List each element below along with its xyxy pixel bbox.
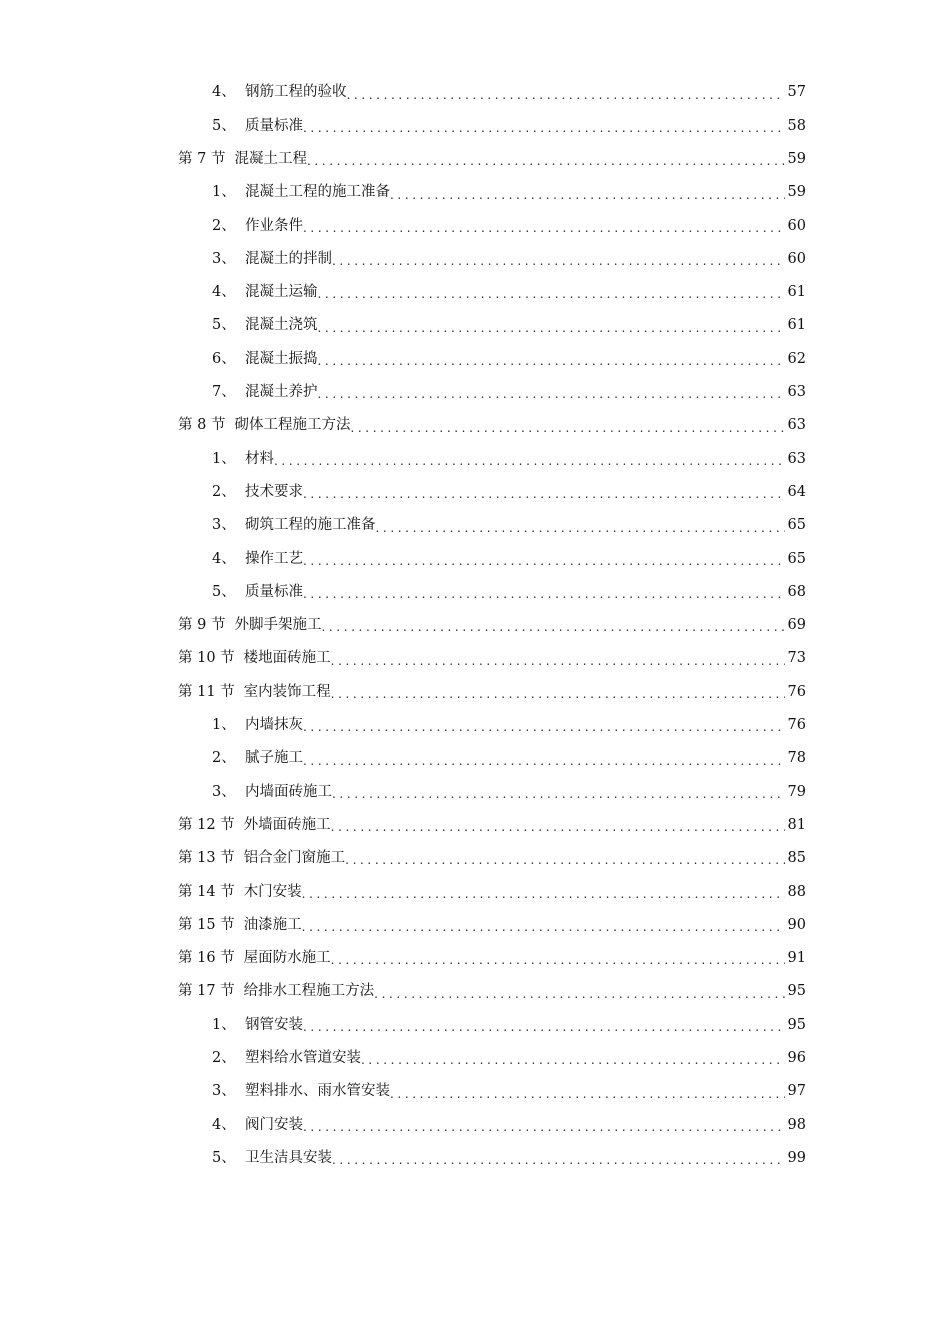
toc-entry-number: 2、 (212, 750, 236, 767)
dot-leader (332, 255, 785, 267)
toc-entry-title: 给排水工程施工方法 (243, 983, 375, 1000)
toc-page-number: 79 (787, 783, 806, 800)
dot-leader (374, 988, 784, 1000)
toc-subsection-entry[interactable] (178, 309, 806, 342)
toc-section-entry[interactable] (178, 908, 806, 941)
toc-entry-number: 3、 (212, 783, 236, 800)
toc-entry-title: 塑料排水、雨水管安装 (245, 1083, 390, 1100)
dot-leader (318, 388, 785, 400)
toc-subsection-entry[interactable] (178, 1075, 806, 1108)
dot-leader (303, 721, 785, 733)
toc-entry-number: 6、 (212, 350, 236, 367)
toc-section-entry[interactable] (178, 609, 806, 642)
toc-subsection-entry[interactable] (178, 342, 806, 375)
toc-section-entry[interactable] (178, 975, 806, 1008)
toc-entry-number: 1、 (212, 1016, 236, 1033)
toc-entry-number: 7、 (212, 384, 236, 401)
toc-subsection-entry[interactable] (178, 442, 806, 475)
toc-entry-title: 混凝土运输 (245, 284, 318, 301)
dot-leader (361, 1054, 785, 1066)
toc-entry-title: 塑料给水管道安装 (245, 1050, 361, 1066)
toc-entry-title: 质量标准 (245, 117, 303, 134)
dot-leader (303, 755, 785, 767)
toc-page-number: 91 (787, 950, 806, 967)
toc-section-entry[interactable] (178, 875, 806, 908)
dot-leader (331, 655, 785, 667)
toc-entry-number: 4、 (212, 1116, 236, 1133)
dot-leader (347, 89, 785, 101)
toc-subsection-entry[interactable] (178, 1108, 806, 1141)
toc-entry-number: 1、 (212, 450, 236, 467)
toc-entry-title: 技术要求 (245, 483, 303, 500)
toc-page-number: 78 (787, 750, 806, 767)
toc-entry-number: 第 14 节 (178, 883, 235, 900)
toc-entry-number: 5、 (212, 117, 236, 134)
toc-subsection-entry[interactable] (178, 1008, 806, 1041)
dot-leader (321, 621, 784, 633)
toc-page-number: 95 (787, 1016, 806, 1033)
toc-entry-number: 3、 (212, 517, 236, 534)
toc-subsection-entry[interactable] (178, 176, 806, 209)
dot-leader (331, 688, 785, 700)
toc-entry-number: 2、 (212, 483, 236, 500)
toc-page-number: 58 (787, 117, 806, 134)
dot-leader (331, 954, 785, 966)
toc-page-number: 76 (787, 683, 806, 700)
toc-section-entry[interactable] (178, 409, 806, 442)
toc-page-number: 59 (787, 184, 806, 201)
toc-entry-number: 3、 (212, 1083, 236, 1100)
toc-entry-number: 5、 (212, 583, 236, 600)
dot-leader (332, 1154, 785, 1166)
table-of-contents (178, 76, 806, 1175)
toc-entry-title: 室内装饰工程 (243, 683, 331, 700)
toc-subsection-entry[interactable] (178, 1142, 806, 1175)
toc-page-number: 65 (787, 550, 806, 567)
toc-entry-number: 第 13 节 (178, 850, 235, 867)
toc-subsection-entry[interactable] (178, 1042, 806, 1075)
toc-entry-title: 楼地面砖施工 (243, 650, 331, 667)
dot-leader (303, 122, 785, 134)
toc-page-number: 62 (787, 350, 806, 367)
dot-leader (318, 355, 785, 367)
toc-subsection-entry[interactable] (178, 575, 806, 608)
toc-page-number: 88 (787, 883, 806, 900)
dot-leader (303, 222, 785, 234)
toc-section-entry[interactable] (178, 143, 806, 176)
toc-page-number: 61 (787, 317, 806, 334)
toc-entry-number: 第 17 节 (178, 983, 235, 1000)
toc-entry-title: 混凝土浇筑 (245, 317, 318, 334)
toc-entry-title: 砌筑工程的施工准备 (245, 517, 376, 534)
toc-page-number: 61 (787, 284, 806, 301)
toc-entry-number: 1、 (212, 717, 236, 734)
toc-page-number: 90 (787, 916, 806, 933)
toc-entry-number: 4、 (212, 84, 236, 101)
toc-entry-number: 4、 (212, 550, 236, 567)
toc-page-number: 57 (787, 84, 806, 101)
dot-leader (332, 788, 785, 800)
toc-page-number: 65 (787, 517, 806, 534)
toc-entry-number: 第 7 节 (178, 150, 226, 167)
toc-section-entry[interactable] (178, 809, 806, 842)
toc-subsection-entry[interactable] (178, 742, 806, 775)
dot-leader (307, 155, 785, 167)
toc-page-number: 59 (787, 150, 806, 167)
toc-subsection-entry[interactable] (178, 709, 806, 742)
toc-entry-number: 4、 (212, 284, 236, 301)
toc-subsection-entry[interactable] (178, 242, 806, 275)
toc-entry-title: 混凝土振捣 (245, 350, 318, 367)
toc-entry-title: 内墙面砖施工 (245, 783, 332, 800)
toc-subsection-entry[interactable] (178, 109, 806, 142)
toc-page-number: 73 (787, 650, 806, 667)
toc-subsection-entry[interactable] (178, 542, 806, 575)
toc-entry-title: 屋面防水施工 (243, 950, 331, 967)
toc-page-number: 69 (787, 617, 806, 634)
toc-entry-number: 第 8 节 (178, 417, 226, 434)
toc-page-number: 81 (787, 816, 806, 833)
toc-section-entry[interactable] (178, 842, 806, 875)
toc-entry-title: 油漆施工 (243, 916, 302, 933)
toc-subsection-entry[interactable] (178, 476, 806, 509)
toc-page-number: 63 (787, 384, 806, 401)
toc-subsection-entry[interactable] (178, 376, 806, 409)
toc-entry-number: 第 11 节 (178, 683, 235, 700)
toc-entry-title: 木门安装 (243, 883, 302, 900)
toc-entry-title: 作业条件 (245, 217, 303, 234)
toc-page-number: 63 (787, 417, 806, 434)
toc-entry-title: 腻子施工 (245, 750, 303, 767)
toc-entry-title: 混凝土工程 (234, 150, 307, 167)
dot-leader (303, 1121, 785, 1133)
toc-page-number: 95 (787, 983, 806, 1000)
toc-entry-title: 铝合金门窗施工 (243, 850, 346, 867)
toc-page-number: 60 (787, 217, 806, 234)
toc-entry-title: 钢筋工程的验收 (245, 84, 347, 101)
toc-entry-number: 第 10 节 (178, 650, 235, 667)
toc-entry-title: 材料 (245, 450, 274, 467)
toc-entry-title: 操作工艺 (245, 550, 303, 567)
toc-entry-title: 砌体工程施工方法 (234, 417, 351, 434)
toc-page-number: 85 (787, 850, 806, 867)
toc-subsection-entry[interactable] (178, 76, 806, 109)
dot-leader (303, 555, 785, 567)
dot-leader (331, 821, 785, 833)
toc-page-number: 76 (787, 717, 806, 734)
toc-page-number: 60 (787, 250, 806, 267)
dot-leader (274, 455, 785, 467)
dot-leader (390, 189, 785, 201)
dot-leader (302, 888, 785, 900)
dot-leader (318, 322, 785, 334)
toc-entry-title: 混凝土的拌制 (245, 250, 332, 267)
toc-section-entry[interactable] (178, 942, 806, 975)
toc-entry-number: 2、 (212, 217, 236, 234)
toc-entry-title: 钢管安装 (245, 1016, 303, 1033)
dot-leader (376, 522, 785, 534)
toc-entry-number: 1、 (212, 184, 236, 201)
toc-entry-number: 第 15 节 (178, 916, 235, 933)
toc-entry-number: 2、 (212, 1050, 236, 1066)
dot-leader (390, 1088, 785, 1100)
dot-leader (345, 854, 784, 866)
toc-entry-title: 混凝土工程的施工准备 (245, 184, 390, 201)
toc-entry-title: 质量标准 (245, 583, 303, 600)
dot-leader (318, 288, 785, 300)
toc-entry-title: 阀门安装 (245, 1116, 303, 1133)
toc-entry-title: 卫生洁具安装 (245, 1149, 332, 1166)
toc-page-number: 97 (787, 1083, 806, 1100)
toc-entry-number: 第 16 节 (178, 950, 235, 967)
toc-page-number: 99 (787, 1149, 806, 1166)
toc-entry-number: 第 12 节 (178, 816, 235, 833)
toc-subsection-entry[interactable] (178, 775, 806, 808)
toc-page-number: 64 (787, 483, 806, 500)
toc-entry-number: 5、 (212, 1149, 236, 1166)
toc-section-entry[interactable] (178, 675, 806, 708)
toc-section-entry[interactable] (178, 642, 806, 675)
dot-leader (303, 488, 785, 500)
toc-page-number: 68 (787, 583, 806, 600)
toc-entry-number: 3、 (212, 250, 236, 267)
dot-leader (303, 1021, 785, 1033)
toc-entry-title: 混凝土养护 (245, 384, 318, 401)
toc-page-number: 63 (787, 450, 806, 467)
toc-page-number: 96 (787, 1050, 806, 1066)
toc-entry-title: 外墙面砖施工 (243, 816, 331, 833)
toc-entry-number: 5、 (212, 317, 236, 334)
toc-subsection-entry[interactable] (178, 209, 806, 242)
toc-subsection-entry[interactable] (178, 276, 806, 309)
toc-page-number: 98 (787, 1116, 806, 1133)
toc-subsection-entry[interactable] (178, 509, 806, 542)
dot-leader (302, 921, 785, 933)
dot-leader (350, 422, 784, 434)
toc-entry-title: 外脚手架施工 (234, 617, 322, 634)
dot-leader (303, 588, 785, 600)
toc-entry-title: 内墙抹灰 (245, 717, 303, 734)
toc-entry-number: 第 9 节 (178, 617, 226, 634)
